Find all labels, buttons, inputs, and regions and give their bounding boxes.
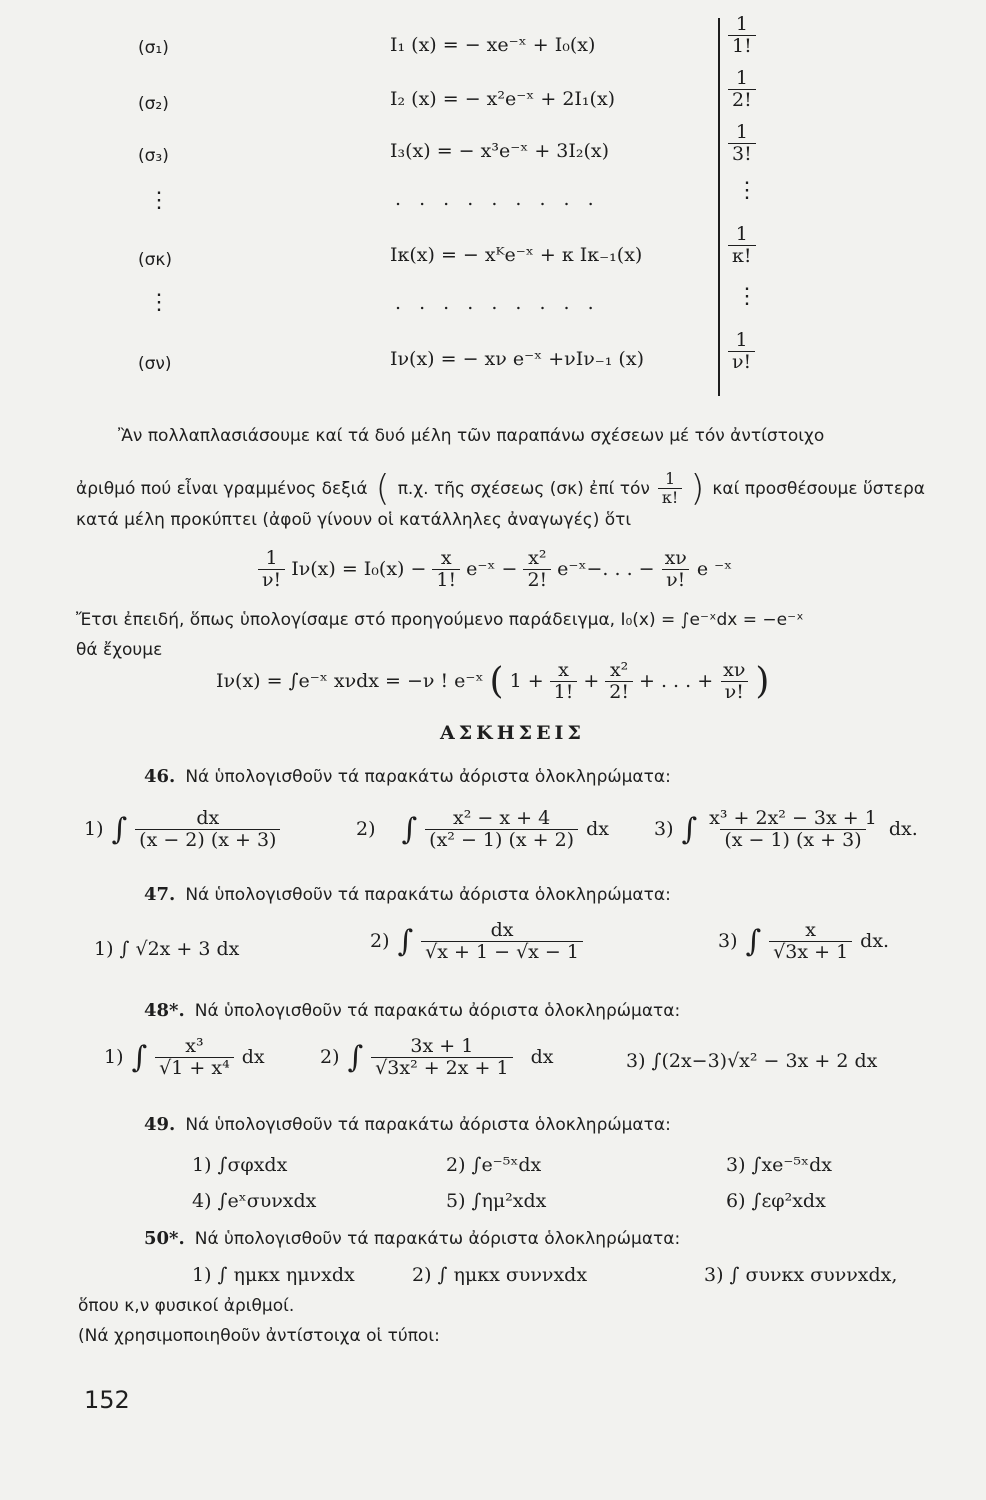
exercise-50-note: (Νά χρησιμοποιηθοῦν ἀντίστοιχα οἱ τύποι: [78,1326,440,1346]
exercise-50-item: 1) ∫ ημκx ημνxdx [192,1264,355,1286]
exercise-49-item: 6) ∫εφ²xdx [726,1190,826,1212]
exercise-49-item: 1) ∫σφxdx [192,1154,288,1176]
sum-formula: $\frac{1}{\nu!}$ Iν(x) = I₀(x) − $\frac{x}{1!}$ e⁻ˣ − $\frac{\text{x²}}{2!}$ e⁻ˣ−. . . − $\frac{x\nu}{\nu!}$ e ⁻ˣ [258,548,732,591]
relation-formula: I₁ (x) = − xe⁻ˣ + I₀(x) [390,34,596,56]
paragraph-text: ἀριθμό πού εἶναι γραμμένος δεξιά [76,478,368,499]
relation-factor: $\frac{1}{1!}$ [728,14,756,57]
row-dots: . . . . . . . . . [395,292,600,314]
exercise-46: 46. Νά ὑπολογισθοῦν τά παρακάτω ἀόριστα ὁλοκληρώματα: [144,766,671,787]
vertical-dots: ⋮ [148,290,170,315]
exercise-47-item: 2) ∫ $\frac{dx}{√x + 1 - √x - 1}$ [370,920,583,963]
paragraph-text: π.χ. τῆς σχέσεως (σκ) ἐπί τόν [397,478,650,499]
exercise-46-item: 3) ∫ $\frac{\text{x³ + 2x² − 3x + 1}}{(x - 1) (x + 3)}$ dx. [654,807,918,851]
vertical-dots: ⋮ [736,284,758,309]
relation-formula: I₃(x) = − x³e⁻ˣ + 3I₂(x) [390,140,610,162]
exercise-48-item: 3) ∫(2x−3)√x² − 3x + 2 dx [626,1050,878,1072]
relation-label: (σ₁) [138,38,169,58]
paragraph-text: θά ἔχουμε [76,640,163,660]
relation-label: (σκ) [138,250,173,270]
exercise-49-item: 3) ∫xe⁻⁵ˣdx [726,1154,832,1176]
exercise-49: 49. Νά ὑπολογισθοῦν τά παρακάτω ἀόριστα ὁλοκληρώματα: [144,1114,671,1135]
relation-formula: Iκ(x) = − xᴷe⁻ˣ + κ Iκ₋₁(x) [390,244,643,266]
relation-factor: $\frac{1}{\nu!}$ [728,330,755,373]
final-formula: Iν(x) = ∫e⁻ˣ xνdx = −ν ! e⁻ˣ ( 1 + $\frac{x}{1!}$ + $\frac{\text{x²}}{2!}$ + . . . + $\frac{x\nu}{\nu!}$ ) [216,659,770,703]
exercise-50-note: ὅπου κ,ν φυσικοί ἀριθμοί. [78,1296,295,1316]
exercise-48-item: 1) ∫ $\frac{\text{x³}}{\text{√1 + x⁴}}$ dx [104,1035,265,1079]
relation-label: (σν) [138,354,172,374]
paragraph-text: Ἂν πολλαπλασιάσουμε καί τά δυό μέλη τῶν παραπάνω σχέσεων μέ τόν ἀντίστοιχο [118,426,825,446]
exercise-50-item: 3) ∫ συνκx συννxdx, [704,1264,898,1286]
exercise-47-item: 3) ∫ $\frac{x}{√3x + 1}$ dx. [718,919,890,963]
section-heading: ΑΣΚΗΣΕΙΣ [440,722,585,744]
exercise-49-item: 2) ∫e⁻⁵ˣdx [446,1154,542,1176]
exercise-49-item: 4) ∫eˣσυνxdx [192,1190,317,1212]
exercise-48-item: 2) ∫ $\frac{3x + 1}{\text{√3x² + 2x + 1}}$ dx [320,1035,554,1079]
exercise-48: 48*. Νά ὑπολογισθοῦν τά παρακάτω ἀόριστα ὁλοκληρώματα: [144,1000,681,1021]
relation-label: (σ₃) [138,146,169,166]
paragraph-text: κατά μέλη προκύπτει (ἀφοῦ γίνουν οἱ κατάλληλες ἀναγωγές) ὅτι [76,510,632,530]
exercise-47: 47. Νά ὑπολογισθοῦν τά παρακάτω ἀόριστα ὁλοκληρώματα: [144,884,671,905]
exercise-49-item: 5) ∫ημ²xdx [446,1190,547,1212]
paragraph-line: ἀριθμό πού εἶναι γραμμένος δεξιά ( π.χ. τῆς σχέσεως (σκ) ἐπί τόν $\frac{1}{\kappa!}$ ) καί προσθέσουμε ὕστερα [76,468,925,509]
exercise-50-item: 2) ∫ ημκx συννxdx [412,1264,588,1286]
vertical-dots: ⋮ [148,188,170,213]
relation-factor: $\frac{1}{2!}$ [728,68,756,111]
exercise-47-item: 1) ∫ √2x + 3 dx [94,938,240,960]
vertical-dots: ⋮ [736,178,758,203]
row-dots: . . . . . . . . . [395,188,600,210]
relation-factor: $\frac{1}{3!}$ [728,122,756,165]
paragraph-text: Ἔτσι ἐπειδή, ὅπως ὑπολογίσαμε στό προηγούμενο παράδειγμα, I₀(x) = ∫e⁻ˣdx = −e⁻ˣ [76,610,804,630]
exercise-46-item: 2) ∫ $\frac{\text{x² − x + 4}}{\text{(x² − 1) (x + 2)}}$ dx [356,807,609,851]
relation-formula: I₂ (x) = − x²e⁻ˣ + 2I₁(x) [390,88,616,110]
exercise-46-item: 1) ∫ $\frac{dx}{(x - 2) (x + 3)}$ [84,808,280,851]
relation-label: (σ₂) [138,94,169,114]
separator-line [718,18,720,396]
page-number: 152 [84,1386,130,1414]
relation-factor: $\frac{1}{\kappa!}$ [728,224,756,267]
paragraph-text: καί προσθέσουμε ὕστερα [712,478,925,499]
relation-formula: Iν(x) = − xν e⁻ˣ +νIν₋₁ (x) [390,348,644,370]
exercise-50: 50*. Νά ὑπολογισθοῦν τά παρακάτω ἀόριστα ὁλοκληρώματα: [144,1228,681,1249]
